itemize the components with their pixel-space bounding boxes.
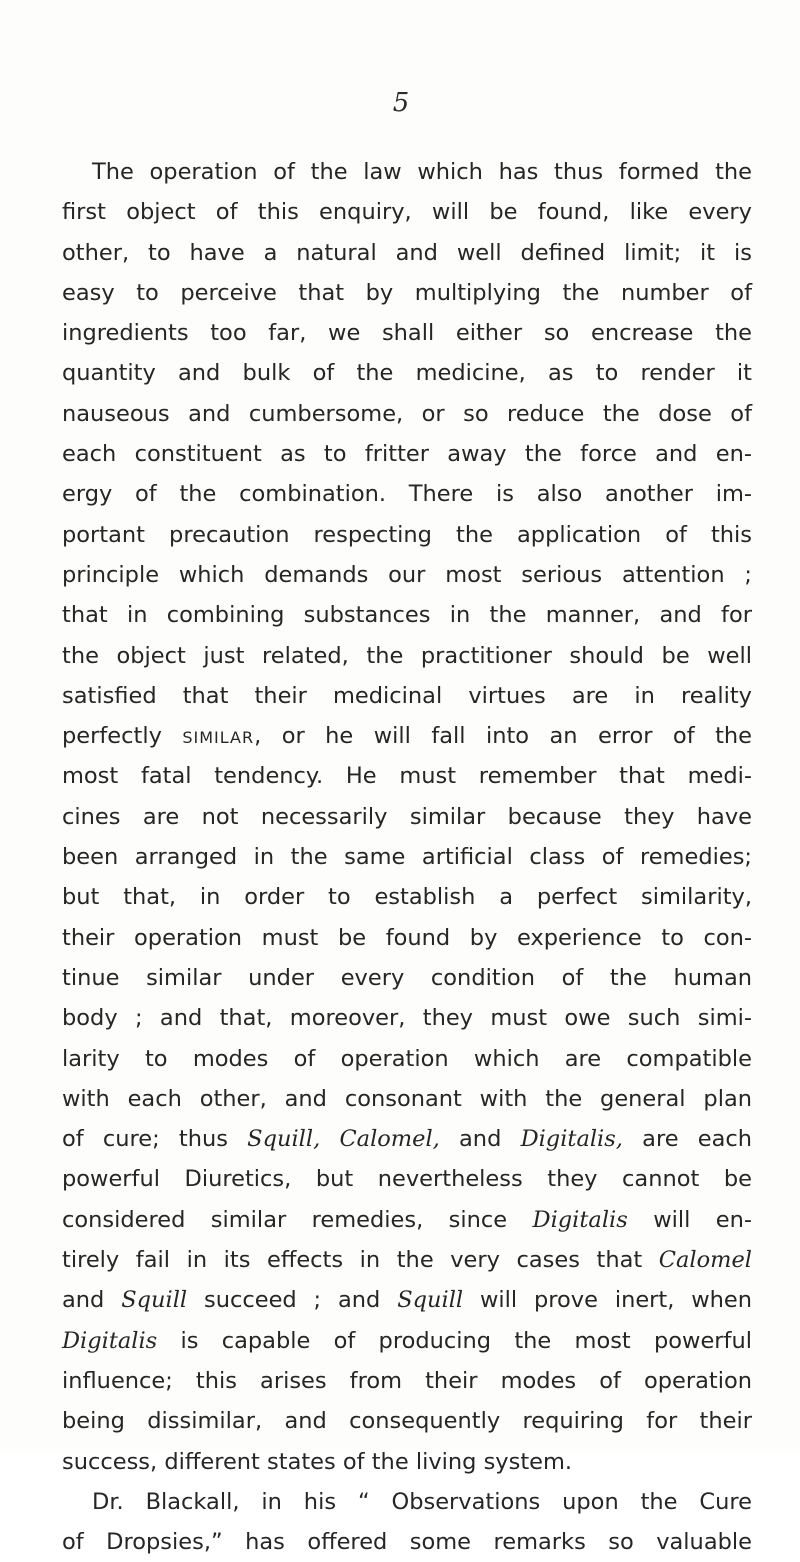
text-line: with each other, and consonant with the general plan bbox=[62, 1085, 752, 1112]
text-line: quantity and bulk of the medicine, as to render it bbox=[62, 360, 752, 387]
text-line: larity to modes of operation which are compatible bbox=[62, 1045, 752, 1072]
text-line: of Dropsies,” has offered some remarks so valuable bbox=[62, 1529, 752, 1556]
text-line: and Squill succeed ; and Squill will prove inert, when bbox=[62, 1287, 753, 1314]
text-line: powerful Diuretics, but nevertheless they cannot be bbox=[62, 1166, 752, 1193]
text-line: principle which demands our most serious attention ; bbox=[62, 561, 752, 588]
text-line: the object just related, the practitioner should be well bbox=[62, 642, 752, 669]
text-line: body ; and that, moreover, they must owe such simi- bbox=[62, 1005, 752, 1032]
text-line: ingredients too far, we shall either so encrease the bbox=[62, 320, 752, 347]
text-line: most fatal tendency. He must remember that medi- bbox=[62, 763, 752, 790]
text-line: easy to perceive that by multiplying the number of bbox=[62, 279, 752, 306]
text-line: each constituent as to fritter away the force and en- bbox=[62, 441, 752, 468]
text-line: portant precaution respecting the application of this bbox=[62, 521, 752, 548]
text-line: Dr. Blackall, in his “ Observations upon the Cure bbox=[92, 1488, 752, 1515]
italic-term: Squill bbox=[397, 1287, 464, 1314]
italic-term: Digitalis, bbox=[520, 1126, 623, 1153]
text-line: influence; this arises from their modes of operation bbox=[62, 1367, 752, 1394]
page-number: 5 bbox=[392, 88, 410, 118]
italic-term: Squill, bbox=[247, 1126, 321, 1153]
text-line: other, to have a natural and well defined limit; it is bbox=[62, 239, 752, 266]
text-line: been arranged in the same artificial class of remedies; bbox=[62, 844, 752, 871]
body-text bbox=[62, 152, 752, 1562]
text-line: first object of this enquiry, will be found, like every bbox=[62, 199, 752, 226]
text-line: their operation must be found by experience to con- bbox=[62, 924, 752, 951]
italic-term: Digitalis bbox=[532, 1206, 628, 1233]
text-line: The operation of the law which has thus formed the bbox=[92, 159, 752, 185]
text-line: nauseous and cumbersome, or so reduce the dose of bbox=[62, 400, 752, 427]
text-line: satisfied that their medicinal virtues are in reality bbox=[62, 682, 752, 709]
text-line: Digitalis is capable of producing the most powerful bbox=[62, 1327, 752, 1354]
italic-term: Digitalis bbox=[62, 1327, 158, 1354]
text-line: but that, in order to establish a perfect similarity, bbox=[62, 884, 752, 911]
italic-term: Calomel bbox=[658, 1247, 752, 1274]
small-caps-word: similar bbox=[182, 723, 255, 750]
text-line: tirely fail in its effects in the very cases that Calomel bbox=[62, 1247, 752, 1274]
text-line: success, different states of the living system. bbox=[62, 1448, 573, 1475]
text-line: considered similar remedies, since Digitalis will en- bbox=[62, 1206, 752, 1233]
text-line: perfectly similar, or he will fall into an error of the bbox=[62, 723, 752, 750]
italic-term: Squill bbox=[121, 1287, 188, 1314]
italic-term: Calomel, bbox=[339, 1126, 440, 1153]
text-line: that in combining substances in the manner, and for bbox=[62, 602, 752, 629]
text-line: of cure; thus Squill, Calomel, and Digitalis, are each bbox=[62, 1126, 753, 1153]
text-line: being dissimilar, and consequently requiring for their bbox=[62, 1408, 752, 1435]
text-line: cines are not necessarily similar because they have bbox=[62, 803, 752, 830]
text-line: ergy of the combination. There is also another im- bbox=[62, 481, 752, 508]
text-line: tinue similar under every condition of the human bbox=[62, 964, 752, 991]
